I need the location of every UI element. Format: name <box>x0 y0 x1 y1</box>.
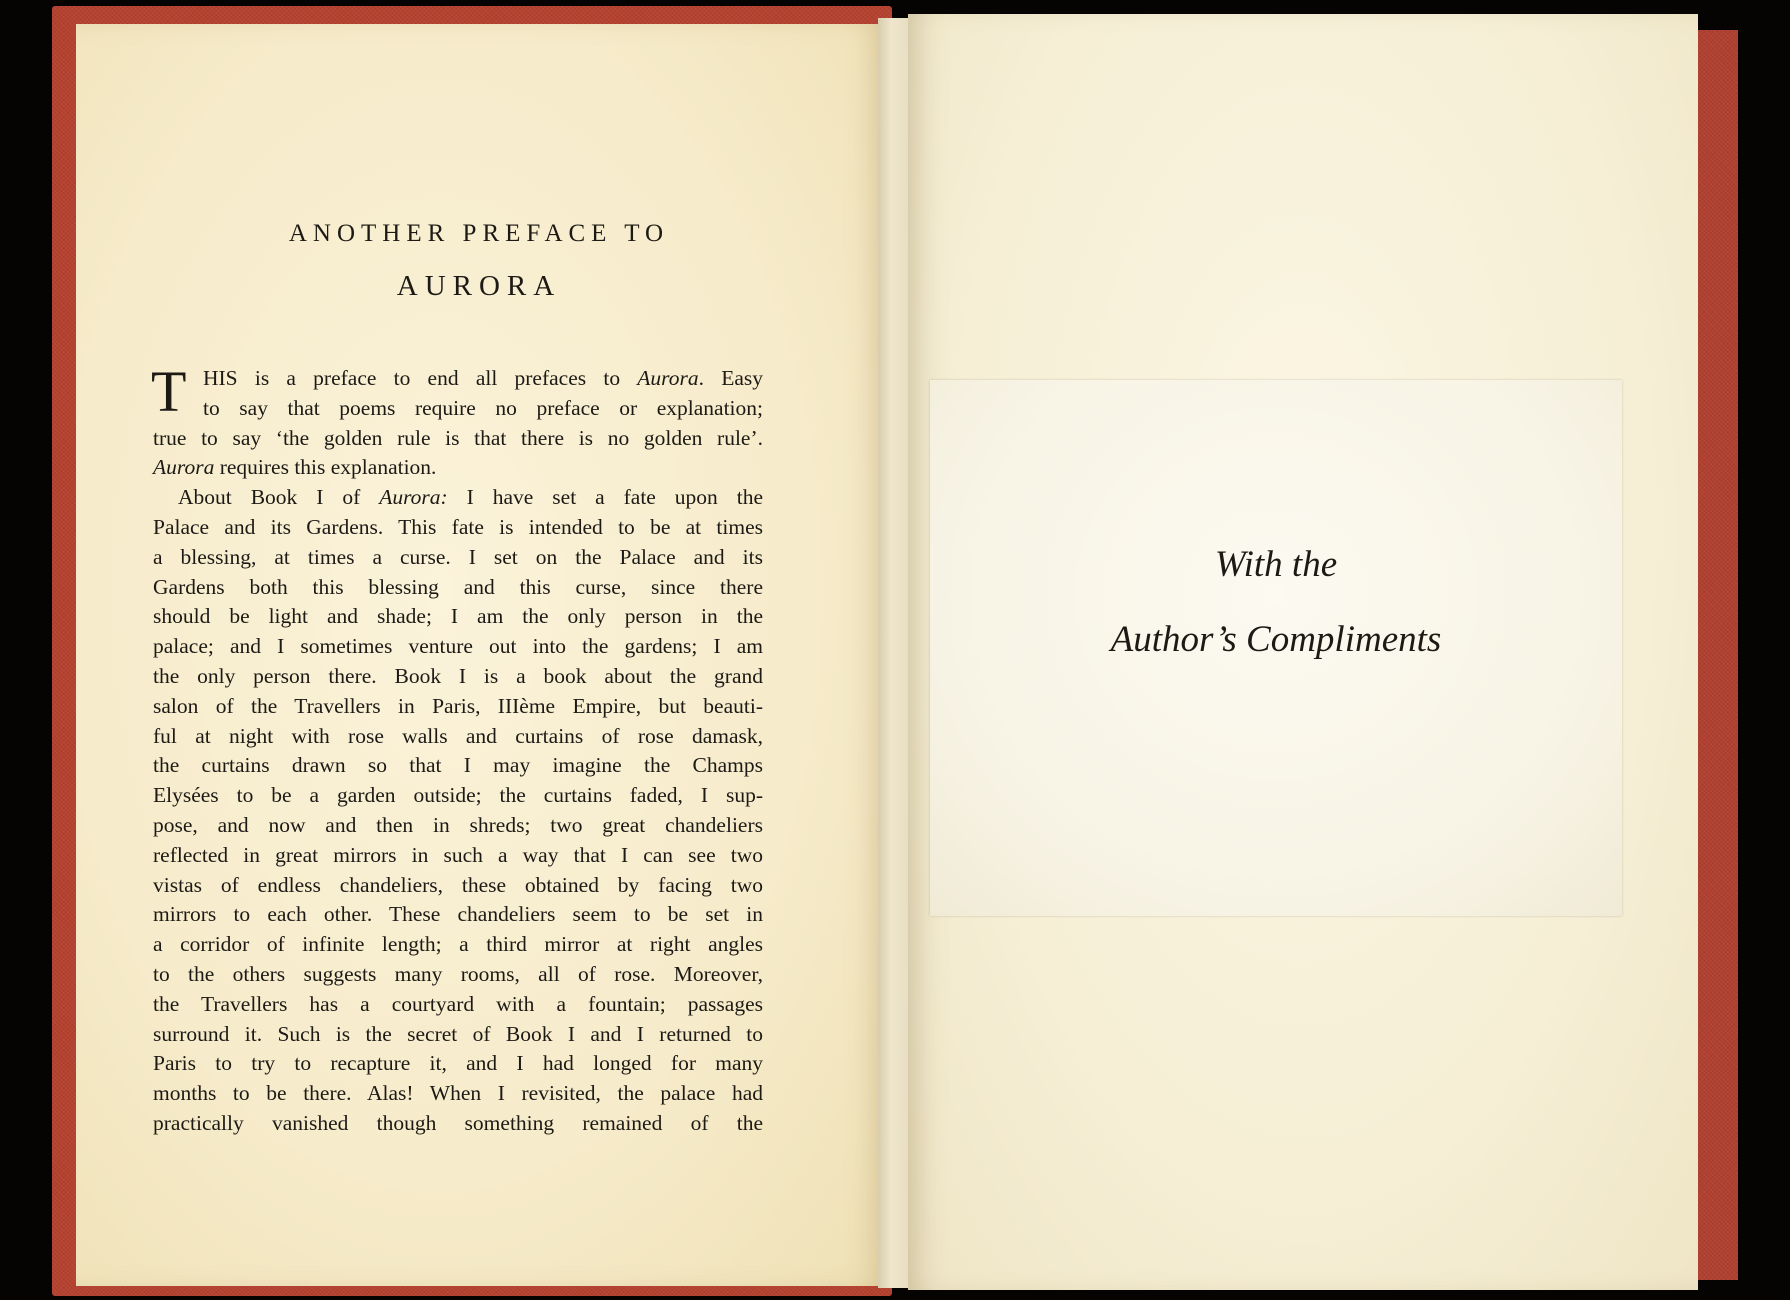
text-line: the only person there. Book I is a book about the grand <box>153 663 763 688</box>
text-line: true to say ‘the golden rule is that there is no golden rule’. <box>153 425 763 450</box>
text-line: pose, and now and then in shreds; two great chandeliers <box>153 812 763 837</box>
text-line: Elysées to be a garden outside; the curtains faded, I sup- <box>153 783 763 808</box>
text-line: Paris to try to recapture it, and I had longed for many <box>153 1051 763 1076</box>
book-gutter <box>878 18 912 1288</box>
text-line: a corridor of infinite length; a third mirror at right angles <box>153 932 763 957</box>
text-line: practically vanished though something remained of the <box>153 1110 763 1135</box>
card-line-authors-compliments: Author’s Compliments <box>1110 619 1442 660</box>
preface-title: AURORA <box>396 270 562 302</box>
drop-cap: T <box>151 359 187 424</box>
text-line: HIS is a preface to end all prefaces to Aurora. Easy <box>203 366 763 390</box>
text-line: a blessing, at times a curse. I set on the Palace and its <box>153 544 763 569</box>
text-line: palace; and I sometimes venture out into the gardens; I am <box>153 634 763 659</box>
text-line: the Travellers has a courtyard with a fountain; passages <box>153 991 763 1016</box>
text-line: Gardens both this blessing and this curse, since there <box>153 574 763 599</box>
text-line: ful at night with rose walls and curtains of rose damask, <box>153 723 763 748</box>
text-line: the curtains drawn so that I may imagine the Champs <box>153 753 763 778</box>
card-line-with-the: With the <box>1214 544 1338 585</box>
text-line: salon of the Travellers in Paris, IIIème Empire, but beauti- <box>153 693 763 718</box>
left-page <box>76 24 882 1286</box>
text-line: Aurora requires this explanation. <box>153 455 437 480</box>
text-line: mirrors to each other. These chandeliers seem to be set in <box>153 902 763 927</box>
text-line: About Book I of Aurora: I have set a fate upon the <box>178 485 764 510</box>
text-line: reflected in great mirrors in such a way that I can see two <box>153 842 763 867</box>
preface-body <box>151 359 764 1139</box>
text-line: surround it. Such is the secret of Book I and I returned to <box>153 1021 763 1046</box>
preface-heading: ANOTHER PREFACE TO <box>288 220 670 247</box>
text-line: months to be there. Alas! When I revisited, the palace had <box>153 1081 763 1106</box>
text-line: to the others suggests many rooms, all of rose. Moreover, <box>153 961 763 986</box>
text-line: Palace and its Gardens. This fate is intended to be at times <box>153 514 763 539</box>
text-line: should be light and shade; I am the only person in the <box>153 604 763 629</box>
text-line: vistas of endless chandeliers, these obtained by facing two <box>153 872 763 897</box>
compliments-card <box>930 380 1622 916</box>
text-line: to say that poems require no preface or explanation; <box>203 395 763 420</box>
